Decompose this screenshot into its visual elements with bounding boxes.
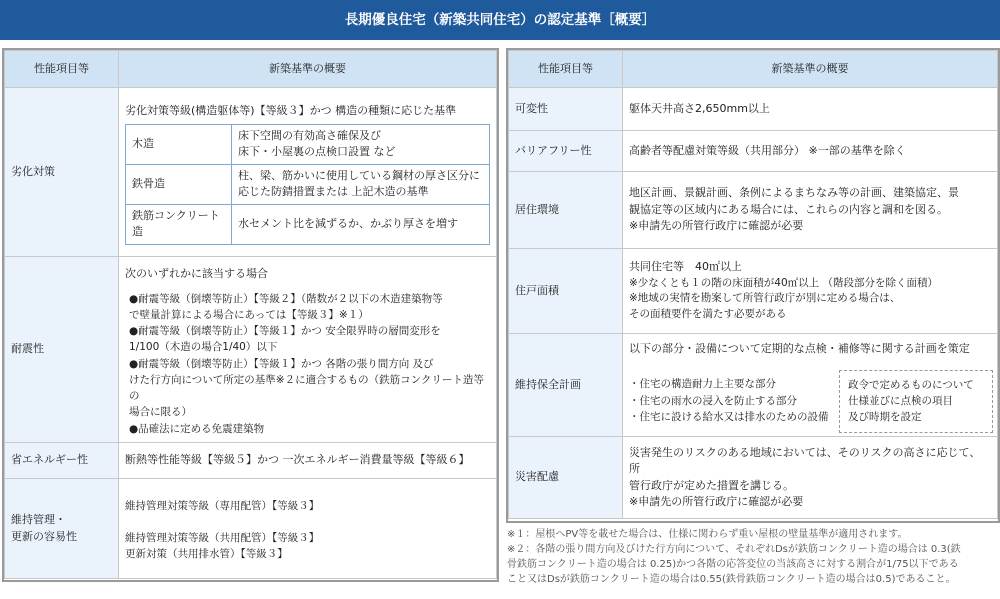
row-maintenance xyxy=(5,479,497,579)
list-item: 場合に限る） xyxy=(129,406,192,419)
label-barrierfree: バリアフリー性 xyxy=(509,131,623,172)
list-item: ・住宅の構造耐力上主要な部分 xyxy=(629,377,776,390)
page-title: 長期優良住宅（新築共同住宅）の認定基準［概要］ xyxy=(0,0,1000,40)
label-disaster: 災害配慮 xyxy=(509,437,623,519)
table-header xyxy=(5,51,497,88)
header-criteria-summary: 新築基準の概要 xyxy=(623,51,998,88)
maintenance-text-2: 維持管理対策等級（共用配管）【等級３】 xyxy=(125,532,320,545)
row-seismic xyxy=(5,257,497,443)
area-line: 共同住宅等 40㎡以上 xyxy=(629,260,742,274)
list-item: ●耐震等級（倒壊等防止）【等級１】かつ 各階の張り間方向 及び xyxy=(129,357,434,370)
structure-type-table xyxy=(125,124,490,245)
maint-plan-items xyxy=(629,370,839,433)
structure-desc: 水セメント比を減ずるか、かぶり厚さを増す xyxy=(232,204,490,244)
row-maint-plan xyxy=(509,334,998,437)
structure-row-steel xyxy=(126,164,490,204)
disaster-line: ※申請先の所管行政庁に確認が必要 xyxy=(629,495,804,508)
maintenance-text-1: 維持管理対策等級（専用配管）【等級３】 xyxy=(125,500,320,513)
label-deterioration: 劣化対策 xyxy=(5,88,119,257)
maint-plan-box: 政令で定めるものについて 仕様並びに点検の項目 及び時期を設定 xyxy=(839,370,993,433)
area-line: ※地域の実情を勘案して所管行政庁が別に定める場合は、 xyxy=(629,292,901,305)
maintenance-text-3: 更新対策（共用排水管）【等級３】 xyxy=(125,547,288,560)
footnote: ※２：各階の張り間方向及びけた行方向について、それぞれDsが鉄筋コンクリート造の場合は 0.3(鉄 xyxy=(507,544,961,555)
list-item: で壁量計算による場合にあっては【等級３】※１） xyxy=(129,308,369,321)
list-item: ●耐震等級（倒壊等防止）【等級１】かつ 安全限界時の層間変形を xyxy=(129,325,441,338)
disaster-line: 管行政庁が定めた措置を講じる。 xyxy=(629,478,794,492)
structure-type: 木造 xyxy=(126,124,232,164)
energy-text: 断熱等性能等級【等級５】かつ 一次エネルギー消費量等級【等級６】 xyxy=(119,443,497,479)
footnote: 骨鉄筋コンクリート造の場合は 0.25)かつ各階の応答変位の当該高さに対する割合が1/75以下である xyxy=(507,559,959,570)
list-item: けた行方向について所定の基準※２に適合するもの（鉄筋コンクリート造等の xyxy=(129,373,484,403)
structure-desc: 応じた防錆措置または 上記木造の基準 xyxy=(238,185,429,199)
list-item: ●耐震等級（倒壊等防止）【等級２】（階数が２以下の木造建築物等 xyxy=(129,292,443,305)
row-environment xyxy=(509,172,998,249)
label-environment: 居住環境 xyxy=(509,172,623,249)
footnote: ※１：屋根へPV等を載せた場合は、仕様に関わらず重い屋根の壁量基準が適用されます。 xyxy=(507,529,908,540)
environment-line: 地区計画、景観計画、条例によるまちなみ等の計画、建築協定、景 xyxy=(629,186,959,200)
row-disaster xyxy=(509,437,998,519)
disaster-line: 災害発生のリスクのある地域においては、そのリスクの高さに応じて、所 xyxy=(629,445,981,475)
barrierfree-text: 高齢者等配慮対策等級（共用部分） ※一部の基準を除く xyxy=(623,131,998,172)
structure-type: 鉄骨造 xyxy=(126,164,232,204)
list-item: ●品確法に定める免震建築物 xyxy=(129,422,265,435)
row-barrierfree xyxy=(509,131,998,172)
list-item: 1/100（木造の場合1/40）以下 xyxy=(129,341,278,354)
seismic-conditions xyxy=(125,291,490,437)
structure-desc: 柱、梁、筋かいに使用している鋼材の厚さ区分に xyxy=(238,168,480,182)
label-area: 住戸面積 xyxy=(509,249,623,334)
deterioration-text: 劣化対策等級(構造躯体等)【等級３】かつ 構造の種類に応じた基準 xyxy=(125,104,457,118)
row-variability xyxy=(509,88,998,131)
label-maint-plan: 維持保全計画 xyxy=(509,334,623,437)
row-deterioration xyxy=(5,88,497,257)
area-line: ※少なくとも１の階の床面積が40㎡以上 （階段部分を除く面積） xyxy=(629,276,938,289)
structure-row-rc xyxy=(126,204,490,244)
structure-row-wood xyxy=(126,124,490,164)
label-variability: 可変性 xyxy=(509,88,623,131)
list-item: ・住宅に設ける給水又は排水のための設備 xyxy=(629,411,829,424)
row-area xyxy=(509,249,998,334)
header-criteria-summary: 新築基準の概要 xyxy=(119,51,497,88)
structure-type: 鉄筋コンクリート造 xyxy=(126,204,232,244)
environment-line: ※申請先の所管行政庁に確認が必要 xyxy=(629,219,804,233)
maint-plan-intro: 以下の部分・設備について定期的な点検・補修等に関する計画を策定 xyxy=(629,342,970,356)
header-performance-item: 性能項目等 xyxy=(509,51,623,88)
label-seismic: 耐震性 xyxy=(5,257,119,443)
variability-text: 躯体天井高さ2,650mm以上 xyxy=(623,88,998,131)
table-header xyxy=(509,51,998,88)
seismic-intro: 次のいずれかに該当する場合 xyxy=(125,267,268,281)
label-energy: 省エネルギー性 xyxy=(5,443,119,479)
footnotes xyxy=(507,527,999,587)
environment-line: 観協定等の区域内にある場合には、これらの内容と調和を図る。 xyxy=(629,202,948,216)
structure-desc: 床下空間の有効高さ確保及び xyxy=(238,128,381,142)
list-item: ・住宅の雨水の浸入を防止する部分 xyxy=(629,394,797,407)
footnote: こと又はDsが鉄筋コンクリート造の場合は0.55(鉄骨鉄筋コンクリート造の場合は0.5)であること。 xyxy=(507,574,956,585)
row-energy xyxy=(5,443,497,479)
area-line: その面積要件を満たす必要がある xyxy=(629,308,787,321)
structure-desc: 床下・小屋裏の点検口設置 など xyxy=(238,145,396,159)
right-criteria-table xyxy=(506,48,1000,523)
left-criteria-table xyxy=(2,48,499,582)
header-performance-item: 性能項目等 xyxy=(5,51,119,88)
label-maintenance: 維持管理・ 更新の容易性 xyxy=(5,479,119,579)
